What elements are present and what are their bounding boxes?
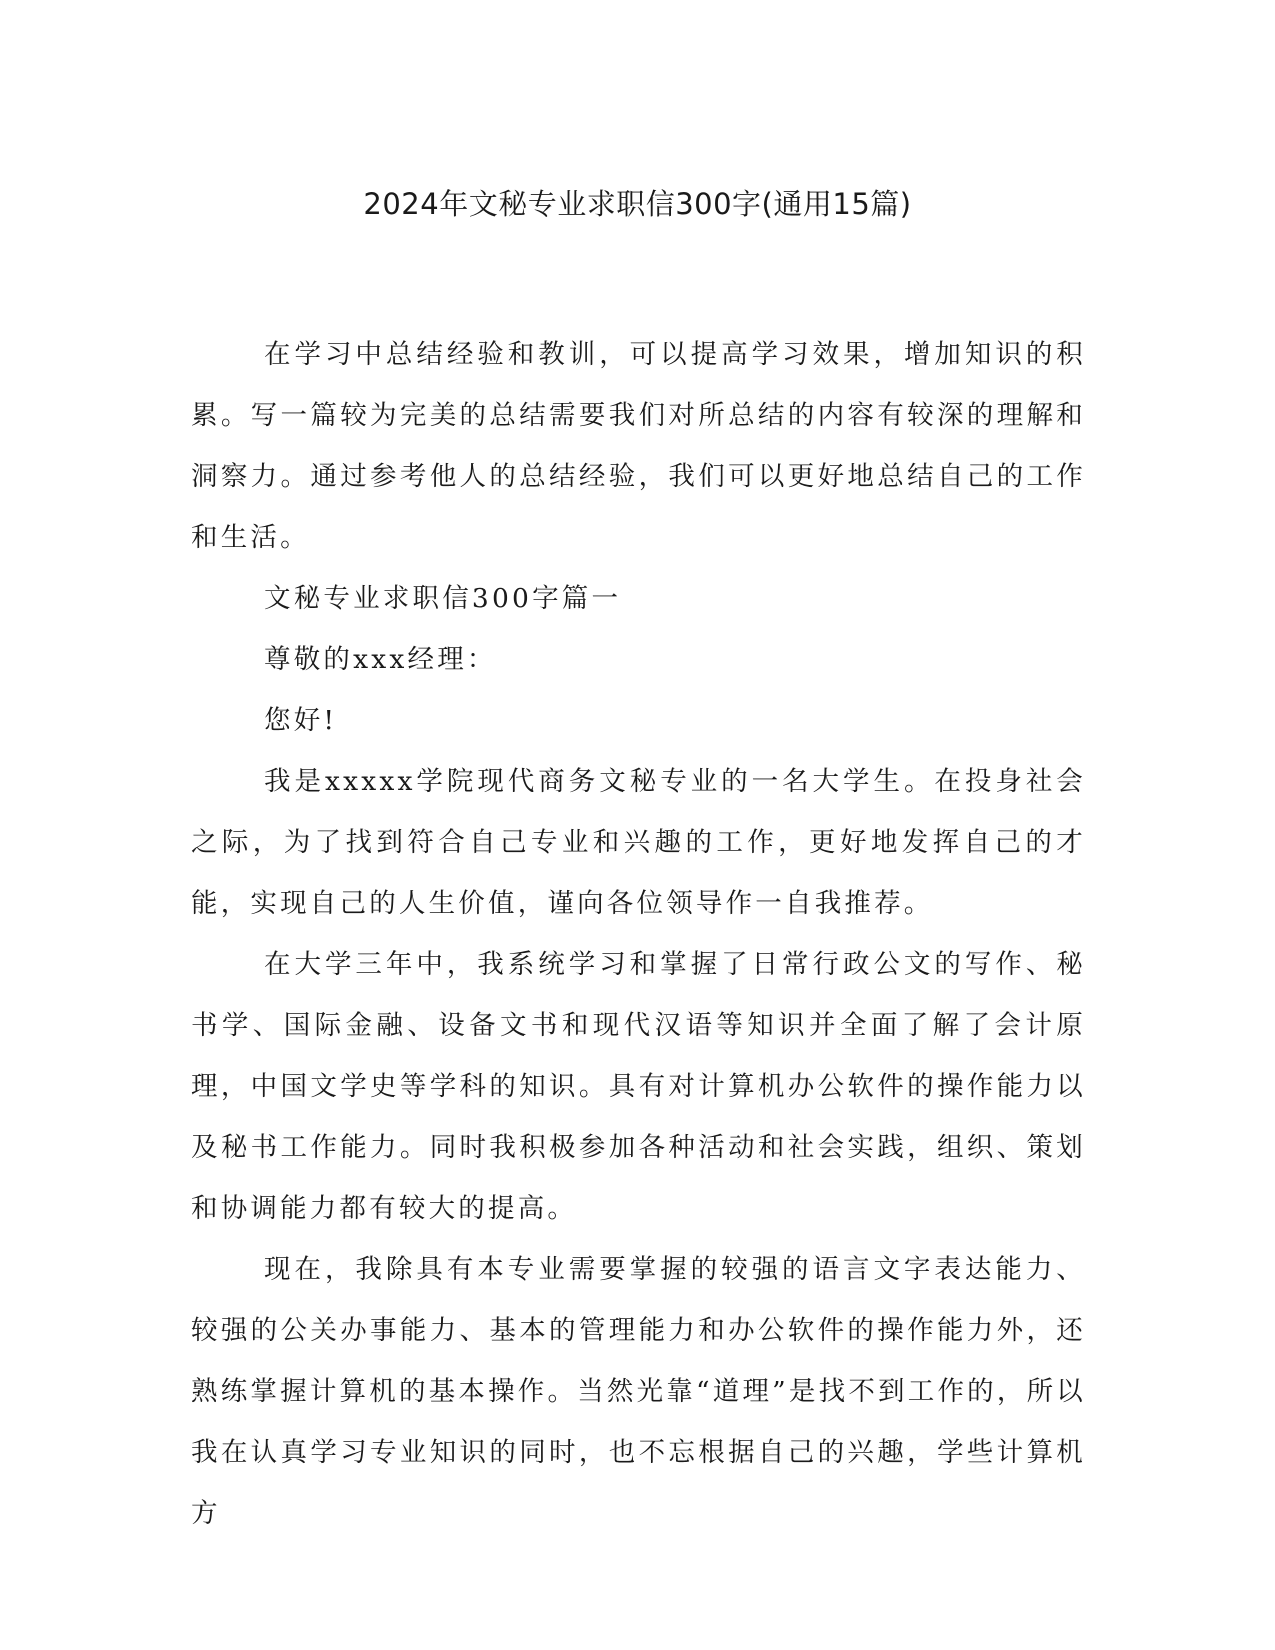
body-paragraph: 在大学三年中，我系统学习和掌握了日常行政公文的写作、秘书学、国际金融、设备文书和现代汉语等知识并全面了解了会计原理，中国文学史等学科的知识。具有对计算机办公软件的操作能力以及秘书工作能力。同时我积极参加各种活动和社会实践，组织、策划和协调能力都有较大的提高。 bbox=[191, 949, 1086, 1224]
document-body bbox=[191, 324, 1086, 1544]
body-paragraph: 现在，我除具有本专业需要掌握的较强的语言文字表达能力、较强的公关办事能力、基本的管理能力和办公软件的操作能力外，还熟练掌握计算机的基本操作。当然光靠“道理”是找不到工作的，所以我在认真学习专业知识的同时，也不忘根据自己的兴趣，学些计算机方 bbox=[191, 1254, 1086, 1529]
section-heading: 文秘专业求职信300字篇一 bbox=[264, 583, 622, 614]
intro-paragraph: 在学习中总结经验和教训，可以提高学习效果，增加知识的积累。写一篇较为完美的总结需要我们对所总结的内容有较深的理解和洞察力。通过参考他人的总结经验，我们可以更好地总结自己的工作和生活。 bbox=[191, 339, 1086, 553]
body-paragraph: 我是xxxxx学院现代商务文秘专业的一名大学生。在投身社会之际，为了找到符合自己专业和兴趣的工作，更好地发挥自己的才能，实现自己的人生价值，谨向各位领导作一自我推荐。 bbox=[191, 766, 1086, 919]
document-title: 2024年文秘专业求职信300字(通用15篇) bbox=[363, 187, 912, 221]
greeting: 您好! bbox=[264, 705, 338, 736]
salutation: 尊敬的xxx经理： bbox=[264, 644, 497, 675]
